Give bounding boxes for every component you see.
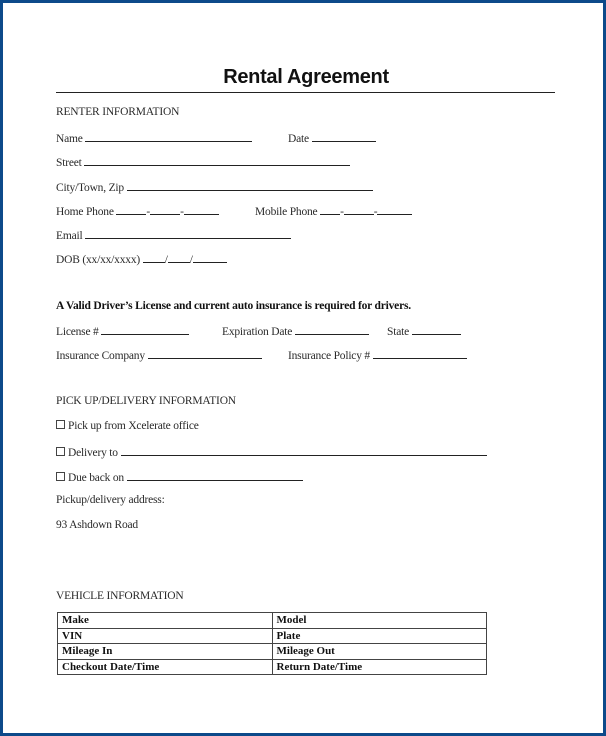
table-row: [58, 613, 487, 629]
mobile-phone-label: Mobile Phone: [255, 206, 318, 218]
vehicle-vin-cell[interactable]: VIN: [58, 628, 273, 644]
home-phone-area-field[interactable]: [116, 204, 146, 215]
phone-separator: -: [180, 206, 184, 218]
checkbox-due-back[interactable]: [56, 472, 65, 481]
email-field[interactable]: [85, 228, 291, 239]
section-heading-pickup: PICK UP/DELIVERY INFORMATION: [56, 395, 236, 407]
mobile-phone-line-field[interactable]: [377, 204, 412, 215]
insurance-policy-label: Insurance Policy #: [288, 350, 370, 362]
name-label: Name: [56, 133, 83, 145]
state-label: State: [387, 326, 409, 338]
checkbox-delivery[interactable]: [56, 447, 65, 456]
pickup-option-label: Pick up from Xcelerate office: [68, 420, 199, 432]
state-row: [387, 324, 461, 338]
dob-separator: /: [164, 254, 168, 266]
checkout-datetime-cell[interactable]: Checkout Date/Time: [58, 659, 273, 675]
insurance-company-field[interactable]: [148, 348, 262, 359]
pickup-option[interactable]: [56, 420, 199, 432]
due-back-option-label: Due back on: [68, 472, 124, 484]
name-row: [56, 131, 252, 145]
dob-row: [56, 252, 227, 266]
street-label: Street: [56, 157, 82, 169]
phone-separator: -: [146, 206, 151, 218]
table-row: [58, 644, 487, 660]
insurance-policy-field[interactable]: [373, 348, 467, 359]
table-row: [58, 628, 487, 644]
street-field[interactable]: [84, 155, 350, 166]
pickup-address-value: 93 Ashdown Road: [56, 519, 138, 531]
document-frame: [3, 3, 603, 733]
date-field[interactable]: [312, 131, 376, 142]
due-back-option[interactable]: [56, 470, 303, 484]
insurance-company-row: [56, 348, 262, 362]
mobile-phone-row: [255, 204, 412, 218]
document-page: [3, 3, 603, 733]
license-label: License #: [56, 326, 99, 338]
phone-separator: -: [340, 206, 344, 218]
insurance-policy-row: [288, 348, 467, 362]
mileage-in-cell[interactable]: Mileage In: [58, 644, 273, 660]
dob-separator: /: [189, 254, 193, 266]
license-row: [56, 324, 189, 338]
home-phone-prefix-field[interactable]: [150, 204, 180, 215]
vehicle-make-cell[interactable]: Make: [58, 613, 273, 629]
email-label: Email: [56, 230, 83, 242]
phone-separator: -: [373, 206, 378, 218]
expiration-label: Expiration Date: [222, 326, 293, 338]
table-row: [58, 659, 487, 675]
dob-day-field[interactable]: [168, 252, 190, 263]
street-row: [56, 155, 350, 169]
document-title: Rental Agreement: [223, 66, 389, 88]
city-zip-row: [56, 180, 373, 194]
vehicle-info-table: [57, 612, 487, 675]
expiration-row: [222, 324, 369, 338]
date-label: Date: [288, 133, 309, 145]
pickup-address-label: Pickup/delivery address:: [56, 494, 165, 506]
home-phone-row: [56, 204, 219, 218]
delivery-option-label: Delivery to: [68, 447, 118, 459]
license-notice: A Valid Driver’s License and current auto insurance is required for drivers.: [56, 300, 411, 312]
mobile-phone-prefix-field[interactable]: [344, 204, 374, 215]
home-phone-line-field[interactable]: [184, 204, 219, 215]
email-row: [56, 228, 291, 242]
date-row: [288, 131, 376, 145]
mileage-out-cell[interactable]: Mileage Out: [272, 644, 487, 660]
state-field[interactable]: [412, 324, 461, 335]
title-divider: [56, 92, 555, 93]
due-back-date-field[interactable]: [127, 470, 303, 481]
insurance-company-label: Insurance Company: [56, 350, 145, 362]
mobile-phone-area-field[interactable]: [320, 204, 340, 215]
dob-month-field[interactable]: [143, 252, 165, 263]
license-number-field[interactable]: [101, 324, 189, 335]
checkbox-pickup[interactable]: [56, 420, 65, 429]
city-zip-label: City/Town, Zip: [56, 182, 124, 194]
expiration-date-field[interactable]: [295, 324, 369, 335]
dob-year-field[interactable]: [193, 252, 227, 263]
return-datetime-cell[interactable]: Return Date/Time: [272, 659, 487, 675]
section-heading-renter: RENTER INFORMATION: [56, 106, 180, 118]
section-heading-vehicle: VEHICLE INFORMATION: [56, 590, 184, 602]
city-zip-field[interactable]: [127, 180, 373, 191]
dob-label: DOB (xx/xx/xxxx): [56, 254, 141, 266]
vehicle-model-cell[interactable]: Model: [272, 613, 487, 629]
name-field[interactable]: [85, 131, 252, 142]
delivery-option[interactable]: [56, 445, 487, 459]
delivery-address-field[interactable]: [121, 445, 487, 456]
vehicle-plate-cell[interactable]: Plate: [272, 628, 487, 644]
home-phone-label: Home Phone: [56, 206, 114, 218]
